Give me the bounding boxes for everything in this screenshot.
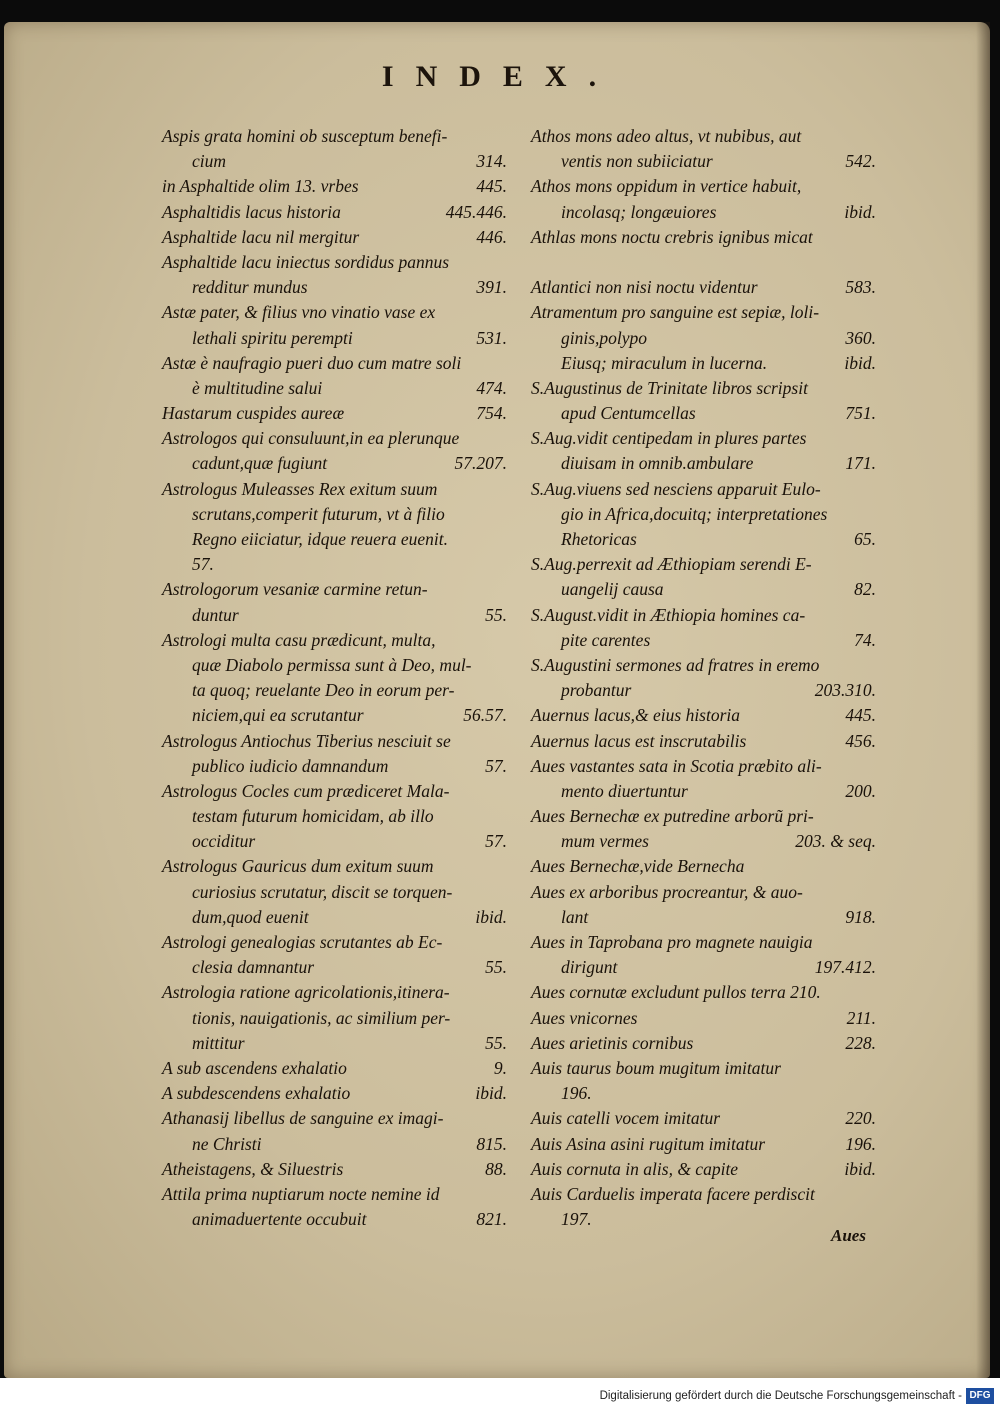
entry-page-number: 203.310. (814, 680, 876, 701)
entry-page-number: 55. (485, 604, 507, 625)
index-entry-line (162, 1006, 507, 1031)
index-entry-line (162, 376, 507, 401)
entry-page-number: 754. (476, 403, 507, 424)
index-entry-line (531, 1157, 876, 1182)
running-head: INDEX. (381, 60, 619, 93)
index-entry-line (162, 829, 507, 854)
index-entry-line (162, 502, 507, 527)
entry-text: Astrologus Antiochus Tiberius nesciuit se (162, 730, 451, 751)
entry-page-number: 360. (845, 327, 876, 348)
entry-page-number: 531. (476, 327, 507, 348)
entry-text: cium (192, 151, 227, 172)
entry-text: Aspis grata homini ob susceptum benefi- (162, 126, 448, 146)
entry-text: Rhetoricas (561, 529, 637, 549)
entry-text: publico iudicio damnandum (192, 755, 389, 776)
index-entry-line (162, 300, 507, 325)
entry-page-number: 211. (846, 1007, 876, 1028)
index-entry-line (162, 628, 507, 653)
index-entry-line (162, 1031, 507, 1056)
entry-text: 196. (561, 1083, 592, 1104)
entry-text: Astrologorum vesaniæ carmine retun- (162, 579, 428, 600)
index-entry-line (531, 124, 876, 149)
entry-text: probantur (561, 680, 632, 701)
index-entry-line (162, 250, 507, 275)
entry-text: Auis taurus boum mugitum imitatur (531, 1057, 781, 1078)
entry-text: redditur mundus (192, 277, 308, 298)
index-entry-line (531, 577, 876, 602)
entry-text: Aues Bernechæ ex putredine arborũ pri- (531, 806, 814, 827)
index-entry-line (162, 729, 507, 754)
entry-text: dum,quod euenit (192, 906, 309, 927)
entry-text: curiosius scrutatur, discit se torquen- (192, 881, 453, 902)
entry-text: Astrologus Cocles cum prædiceret Mala- (162, 780, 450, 801)
entry-text: testam futurum homicidam, ab illo (192, 806, 434, 827)
index-entry-line (162, 426, 507, 451)
entry-text: apud Centumcellas (561, 403, 696, 424)
entry-text: lant (561, 906, 589, 927)
entry-page-number: 9. (493, 1057, 507, 1078)
index-entry-line (531, 250, 876, 275)
entry-page-number: ibid. (475, 1083, 507, 1104)
entry-page-number: ibid. (844, 352, 876, 373)
entry-text: niciem,qui ea scrutantur (192, 705, 364, 726)
entry-text: Auis Carduelis imperata facere perdiscit (531, 1183, 815, 1204)
index-entry-line (531, 729, 876, 754)
entry-page-number: 918. (845, 906, 876, 927)
entry-page-number: 56.57. (463, 705, 507, 726)
index-entry-line (162, 451, 507, 476)
index-entry-line (531, 552, 876, 577)
index-entry-line (531, 1006, 876, 1031)
index-entry-line (531, 703, 876, 728)
entry-text: S.Augustini sermones ad fratres in eremo (531, 654, 820, 675)
entry-text: Astæ pater, & filius vno vinatio vase ex (162, 302, 436, 323)
entry-text: duntur (192, 604, 239, 625)
entry-page-number: ibid. (475, 906, 507, 927)
entry-text: quæ Diabolo permissa sunt à Deo, mul- (192, 654, 472, 675)
index-entry-line (162, 552, 507, 577)
entry-text: 57. (192, 554, 214, 575)
entry-page-number: 456. (845, 730, 876, 751)
index-entry-line (531, 426, 876, 451)
entry-text: Auis cornuta in alis, & capite (531, 1158, 739, 1179)
entry-text: Astrologos qui consuluunt,in ea plerunque (162, 428, 460, 449)
entry-page-number: 57. (485, 831, 507, 852)
entry-page-number: 55. (485, 1032, 507, 1053)
index-column-left (162, 124, 507, 1232)
index-entry-line (531, 527, 876, 552)
entry-text: tionis, nauigationis, ac similium per- (192, 1007, 451, 1028)
entry-page-number: 65. (854, 529, 876, 549)
index-entry-line (162, 880, 507, 905)
entry-text: Aues cornutæ excludunt pullos terra 210. (531, 982, 821, 1003)
index-entry-line (531, 905, 876, 930)
index-entry-line (531, 1182, 876, 1207)
entry-text: ventis non subiiciatur (561, 151, 713, 172)
entry-text: S.Aug.viuens sed nesciens apparuit Eulo- (531, 478, 821, 499)
entry-text: in Asphaltide olim 13. vrbes (162, 176, 359, 197)
catchword: Aues (831, 1226, 866, 1245)
index-entry-line (531, 829, 876, 854)
index-entry-line (531, 754, 876, 779)
entry-text: Aues arietinis cornibus (531, 1032, 694, 1053)
entry-text: 197. (561, 1209, 592, 1230)
index-entry-line (162, 1157, 507, 1182)
index-entry-line (162, 930, 507, 955)
footer-bar (0, 1378, 1000, 1419)
entry-text: Astrologi multa casu prædicunt, multa, (162, 629, 436, 650)
entry-text: mittitur (192, 1032, 245, 1053)
index-entry-line (531, 1132, 876, 1157)
entry-text: ta quoq; reuelante Deo in eorum per- (192, 680, 455, 701)
entry-page-number: 228. (845, 1032, 876, 1053)
index-entry-line (162, 527, 507, 552)
index-entry-line (162, 1132, 507, 1157)
index-entry-line (162, 854, 507, 879)
index-entry-line (531, 955, 876, 980)
index-entry-line (531, 502, 876, 527)
index-entry-line (162, 678, 507, 703)
index-entry-line (531, 628, 876, 653)
entry-text: pite carentes (561, 629, 651, 650)
entry-text: mum vermes (561, 831, 649, 852)
entry-text: S.August.vidit in Æthiopia homines ca- (531, 604, 806, 625)
entry-text: dirigunt (561, 957, 618, 978)
entry-page-number: ibid. (844, 1158, 876, 1179)
index-entry-line (162, 200, 507, 225)
entry-page-number: 314. (476, 151, 507, 172)
entry-text: ginis,polypo (561, 327, 648, 348)
index-entry-line (162, 225, 507, 250)
index-entry-line (162, 351, 507, 376)
entry-text: A sub ascendens exhalatio (162, 1057, 347, 1078)
entry-page-number: 55. (485, 957, 507, 978)
entry-text: Auis catelli vocem imitatur (531, 1108, 721, 1129)
index-entry-line (162, 326, 507, 351)
entry-text: Atlantici non nisi noctu videntur (531, 277, 758, 298)
index-entry-line (162, 1207, 507, 1232)
entry-text: Asphaltidis lacus historia (162, 201, 341, 222)
entry-page-number: ibid. (844, 201, 876, 222)
index-entry-line (531, 854, 876, 879)
index-entry-line (162, 980, 507, 1005)
entry-page-number: 445. (476, 176, 507, 197)
entry-text: Aues vastantes sata in Scotia præbito ali- (531, 755, 822, 776)
entry-text: Astrologus Muleasses Rex exitum suum (162, 478, 438, 499)
index-entry-line (531, 880, 876, 905)
entry-text: Athos mons oppidum in vertice habuit, (531, 176, 802, 197)
index-entry-line (531, 200, 876, 225)
entry-page-number: 88. (485, 1158, 507, 1179)
entry-page-number: 391. (476, 277, 507, 298)
index-entry-line (531, 1056, 876, 1081)
index-entry-line (531, 678, 876, 703)
entry-text: clesia damnantur (192, 957, 315, 978)
entry-text: Regno eiiciatur, idque reuera euenit. (192, 529, 448, 549)
entry-page-number: 542. (845, 151, 876, 172)
entry-text: Athanasij libellus de sanguine ex imagi- (162, 1108, 444, 1129)
index-entry-line (531, 300, 876, 325)
entry-page-number: 821. (476, 1209, 507, 1230)
entry-text: Athos mons adeo altus, vt nubibus, aut (531, 126, 802, 146)
index-entry-line (531, 174, 876, 199)
index-entry-line (531, 804, 876, 829)
entry-text: Asphaltide lacu iniectus sordidus pannus (162, 251, 450, 272)
index-entry-line (531, 376, 876, 401)
index-entry-line (162, 477, 507, 502)
index-entry-line (162, 653, 507, 678)
entry-text: Auernus lacus est inscrutabilis (531, 730, 747, 751)
entry-page-number: 171. (845, 453, 876, 474)
entry-text: Astrologia ratione agricolationis,itinera- (162, 982, 450, 1003)
index-entry-line (531, 779, 876, 804)
index-entry-line (531, 1207, 876, 1232)
entry-page-number: 74. (854, 629, 876, 650)
index-entry-line (531, 980, 876, 1005)
index-entry-line (531, 149, 876, 174)
entry-text: ne Christi (192, 1133, 262, 1154)
entry-text: occiditur (192, 831, 256, 852)
entry-page-number: 197.412. (814, 957, 876, 978)
entry-text: Attila prima nuptiarum nocte nemine id (162, 1183, 440, 1204)
index-entry-line (531, 401, 876, 426)
entry-text: Eiusq; miraculum in lucerna. (561, 352, 768, 373)
entry-text: cadunt,quæ fugiunt (192, 453, 328, 474)
entry-page-number: 82. (854, 579, 876, 600)
entry-text: scrutans,comperit futurum, vt à filio (192, 503, 445, 524)
entry-text: Astæ è naufragio pueri duo cum matre soli (162, 352, 462, 373)
entry-text: S.Aug.perrexit ad Æthiopiam serendi E- (531, 554, 812, 575)
entry-text: animaduertente occubuit (192, 1209, 367, 1230)
entry-page-number: 751. (845, 403, 876, 424)
index-entry-line (162, 955, 507, 980)
entry-text: Aues in Taprobana pro magnete nauigia (531, 932, 813, 952)
entry-text: Athlas mons noctu crebris ignibus micat (531, 226, 813, 247)
entry-page-number: 57.207. (454, 453, 507, 474)
footer-credit: Digitalisierung gefördert durch die Deutsche Forschungsgemeinschaft - (599, 1390, 962, 1402)
index-entry-line (162, 1182, 507, 1207)
index-entry-line (531, 1081, 876, 1106)
dfg-logo-icon: DFG (966, 1388, 994, 1404)
index-entry-line (162, 703, 507, 728)
entry-text: Hastarum cuspides aureæ (162, 403, 345, 424)
index-entry-line (531, 653, 876, 678)
entry-text: Atheistagens, & Siluestris (162, 1158, 344, 1179)
entry-text: lethali spiritu perempti (192, 327, 353, 348)
entry-text: mento diuertuntur (561, 780, 688, 801)
index-entry-line (162, 577, 507, 602)
entry-text: Auis Asina asini rugitum imitatur (531, 1133, 766, 1154)
index-entry-line (531, 326, 876, 351)
entry-text: Asphaltide lacu nil mergitur (162, 226, 360, 247)
entry-page-number: 196. (845, 1133, 876, 1154)
entry-page-number: 446. (476, 226, 507, 247)
index-entry-line (162, 124, 507, 149)
index-entry-line (162, 1106, 507, 1131)
entry-page-number: 583. (845, 277, 876, 298)
entry-text: gio in Africa,docuitq; interpretationes (561, 503, 828, 524)
entry-page-number: 815. (476, 1133, 507, 1154)
entry-text: diuisam in omnib.ambulare (561, 453, 754, 474)
entry-text: incolasq; longæuiores (561, 201, 717, 222)
index-entry-line (162, 149, 507, 174)
index-entry-line (531, 225, 876, 250)
index-entry-line (531, 477, 876, 502)
index-entry-line (531, 275, 876, 300)
entry-page-number: 203. & seq. (795, 831, 876, 852)
index-entry-line (162, 401, 507, 426)
entry-page-number: 57. (485, 755, 507, 776)
page-edge-shadow (976, 22, 990, 1378)
entry-page-number: 200. (845, 780, 876, 801)
index-entry-line (162, 1056, 507, 1081)
entry-page-number: 445. (845, 705, 876, 726)
index-entry-line (162, 754, 507, 779)
index-entry-line (531, 351, 876, 376)
entry-text: Auernus lacus,& eius historia (531, 705, 741, 726)
index-column-right (531, 124, 876, 1232)
index-entry-line (162, 905, 507, 930)
entry-text: Aues vnicornes (531, 1007, 638, 1028)
index-entry-line (162, 603, 507, 628)
entry-text: Aues ex arboribus procreantur, & auo- (531, 881, 803, 902)
entry-text: uangelij causa (561, 579, 664, 600)
entry-text: S.Augustinus de Trinitate libros scripsit (531, 377, 808, 398)
entry-text: S.Aug.vidit centipedam in plures partes (531, 428, 807, 449)
index-entry-line (162, 275, 507, 300)
entry-page-number: 220. (845, 1108, 876, 1129)
entry-text: Atramentum pro sanguine est sepiæ, loli- (531, 302, 820, 323)
entry-text: Astrologus Gauricus dum exitum suum (162, 856, 434, 877)
index-entry-line (531, 1031, 876, 1056)
index-entry-line (531, 451, 876, 476)
index-entry-line (531, 603, 876, 628)
entry-page-number: 445.446. (445, 201, 507, 222)
index-entry-line (162, 1081, 507, 1106)
index-entry-line (162, 779, 507, 804)
index-entry-line (162, 174, 507, 199)
entry-text: Aues Bernechæ,vide Bernecha (531, 856, 745, 877)
index-entry-line (531, 930, 876, 955)
entry-text: è multitudine salui (192, 377, 323, 398)
entry-text: A subdescendens exhalatio (162, 1083, 351, 1104)
index-entry-line (162, 804, 507, 829)
index-entry-line (531, 1106, 876, 1131)
entry-text: Astrologi genealogias scrutantes ab Ec- (162, 932, 443, 952)
entry-page-number: 474. (476, 377, 507, 398)
